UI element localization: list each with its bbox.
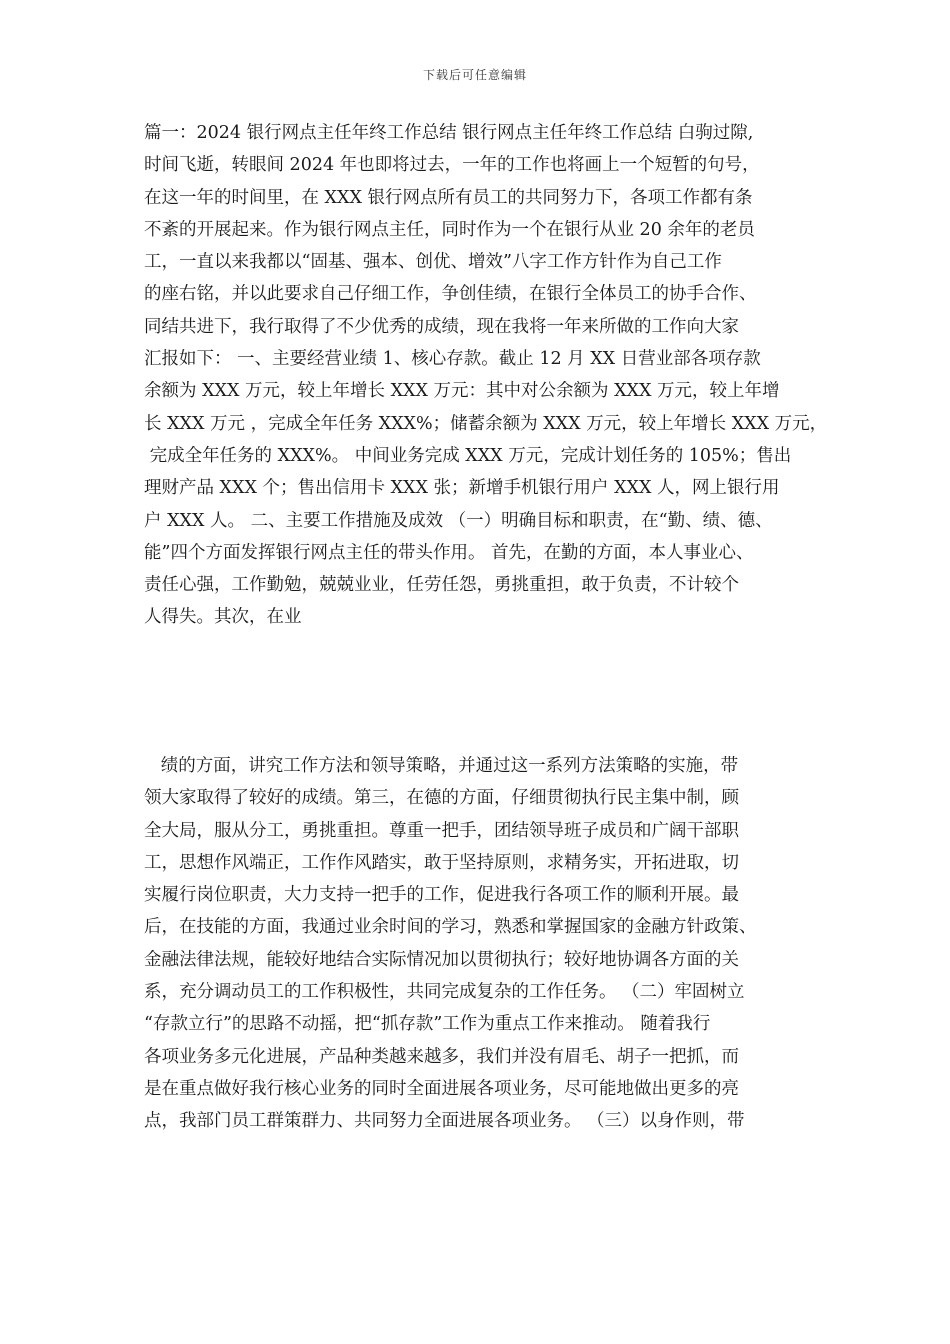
text-line: 是在重点做好我行核心业务的同时全面进展各项业务，尽可能地做出更多的亮 — [144, 1078, 739, 1099]
text-line: 各项业务多元化进展，产品种类越来越多，我们并没有眉毛、胡子一把抓，而 — [144, 1046, 739, 1067]
text-line: 汇报如下： 一、主要经营业绩 1、核心存款。截止 12 月 XX 日营业部各项存款 — [144, 349, 761, 370]
text-line: 领大家取得了较好的成绩。第三，在德的方面，仔细贯彻执行民主集中制，顾 — [144, 788, 739, 809]
text-line: 篇一：2024 银行网点主任年终工作总结 银行网点主任年终工作总结 白驹过隙, — [144, 123, 754, 143]
text-line: 余额为 XXX 万元，较上年增长 XXX 万元：其中对公余额为 XXX 万元，较上年增 — [144, 381, 780, 402]
text-line: 实履行岗位职责，大力支持一把手的工作，促进我行各项工作的顺利开展。最 — [144, 885, 739, 906]
text-line: 完成全年任务的 XXX%。 中间业务完成 XXX 万元，完成计划任务的 105%；售出 — [144, 445, 792, 466]
text-line: 工，思想作风端正，工作作风踏实，敢于坚持原则，求精务实，开拓进取，切 — [144, 852, 739, 873]
text-line: 的座右铭，并以此要求自己仔细工作，争创佳绩，在银行全体员工的协手合作、 — [144, 284, 757, 305]
text-line: 在这一年的时间里，在 XXX 银行网点所有员工的共同努力下，各项工作都有条 — [144, 187, 753, 208]
text-line: “存款立行”的思路不动摇，把“抓存款”工作为重点工作来推动。 随着我行 — [144, 1014, 711, 1035]
text-line: 全大局，服从分工，勇挑重担。尊重一把手，团结领导班子成员和广阔干部职 — [144, 820, 739, 841]
text-line: 不紊的开展起来。作为银行网点主任，同时作为一个在银行从业 20 余年的老员 — [144, 219, 755, 240]
text-line: 同结共进下，我行取得了不少优秀的成绩，现在我将一年来所做的工作向大家 — [144, 316, 739, 337]
text-line: 人得失。其次，在业 — [144, 607, 302, 628]
text-line: 后，在技能的方面，我通过业余时间的学习，熟悉和掌握国家的金融方针政策、 — [144, 917, 757, 938]
text-line: 理财产品 XXX 个；售出信用卡 XXX 张；新增手机银行用户 XXX 人，网上银行用 — [144, 478, 780, 499]
text-line: 金融法律法规，能较好地结合实际情况加以贯彻执行；较好地协调各方面的关 — [144, 949, 739, 970]
text-line: 绩的方面，讲究工作方法和领导策略，并通过这一系列方法策略的实施，带 — [144, 756, 739, 776]
text-line: 能”四个方面发挥银行网点主任的带头作用。 首先，在勤的方面，本人事业心、 — [144, 542, 754, 563]
page-header-note: 下载后可任意编辑 — [422, 68, 527, 82]
text-line: 点，我部门员工群策群力、共同努力全面进展各项业务。 （三）以身作则，带 — [144, 1111, 745, 1132]
text-line: 系，充分调动员工的工作积极性，共同完成复杂的工作任务。 （二）牢固树立 — [144, 982, 745, 1003]
text-line: 长 XXX 万元 ，完成全年任务 XXX%；储蓄余额为 XXX 万元，较上年增长 XXX 万元， — [144, 413, 828, 434]
document-body-part-2 — [144, 750, 804, 1138]
text-line: 工，一直以来我都以“固基、强本、创优、增效”八字工作方针作为自己工作 — [144, 252, 722, 273]
text-line: 责任心强，工作勤勉，兢兢业业，任劳任怨，勇挑重担，敢于负责，不计较个 — [144, 575, 739, 596]
text-line: 时间飞逝，转眼间 2024 年也即将过去，一年的工作也将画上一个短暂的句号， — [144, 155, 760, 176]
text-line: 户 XXX 人。 二、主要工作措施及成效 （一）明确目标和职责，在“勤、绩、德、 — [144, 510, 773, 531]
document-body-part-1 — [144, 117, 828, 634]
